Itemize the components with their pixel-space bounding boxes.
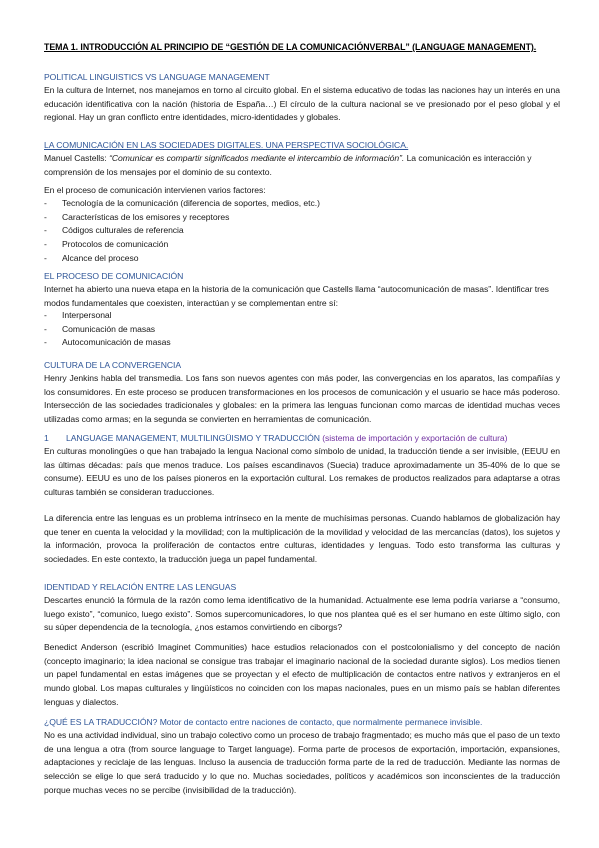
castells-text: La comunicación es interacción y comprensión de los mensajes por el dominio de su contexto. — [44, 153, 532, 177]
heading-digital-societies — [44, 139, 560, 153]
heading-communication-process: EL PROCESO DE COMUNICACIÓN — [44, 271, 184, 281]
modes-list — [44, 309, 560, 350]
paragraph-globalization: La diferencia entre las lenguas es un problema intrínseco en la mente de muchísimas personas. Cuando hablamos de globalización hay que tener en cuenta la velocidad y la movilidad; con la multiplicación de la movilidad y velocidad de las mercancías (datos), los sujetos y la información, provoca la proliferación de contactos entre culturas, identidades y lenguas. Todo esto transforma las culturas y sociedades. En este contexto, la traducción juega un papel fundamental. — [44, 513, 560, 565]
paragraph-mass-self-communication: Internet ha abierto una nueva etapa en la historia de la comunicación que Castells llama “autocomunicación de masas”. Identificar tres modos fundamentales que coexisten, interactúan y se complementan entre sí: — [44, 284, 549, 308]
heading-what-is-translation: ¿QUÉ ES LA TRADUCCIÓN? Motor de contacto entre naciones de contacto, que normalmente permanece invisible. — [44, 717, 483, 727]
paragraph-monolingual-cultures: En culturas monolingües o que han trabajado la lengua Nacional como símbolo de unidad, la traducción tiende a ser invisible, (EEUU en las últimas décadas: país que menos traduce. Los países escandinavos (Suecia) traduce aproximadamente un 35-40% de lo que se consume). EEUU es uno de los países pioneros en la exportación cultural. Los remakes de productos realizados para adaptarse a otras culturas también se consideran traducciones. — [44, 446, 560, 498]
section-number: 1 — [44, 433, 49, 443]
list-item: - Comunicación de masas — [44, 323, 560, 337]
heading-convergence-culture: CULTURA DE LA CONVERGENCIA — [44, 360, 182, 370]
list-item: - Autocomunicación de masas — [44, 336, 560, 350]
paragraph-castells — [44, 152, 560, 179]
factors-list — [44, 197, 560, 266]
heading-identity-languages: IDENTIDAD Y RELACIÓN ENTRE LAS LENGUAS — [44, 582, 237, 592]
list-item: - Códigos culturales de referencia — [44, 224, 560, 238]
list-item: - Interpersonal — [44, 309, 560, 323]
paragraph-anderson: Benedict Anderson (escribió Imaginet Communities) hace estudios relacionados con el postcolonialismo y del concepto de nación (concepto imaginario; la idea nacional se consigue tras trabajar el imaginario nacional de la sociedad durante siglos). Los medios tienen un papel fundamental en estas imágenes que se proyectan y el efecto de multiplicación de contactos entre nativos y extranjeros en el mundo global. Los mapas culturales y lingüísticos no coinciden con los mapas nacionales, pues en un mismo país se hablan diferentes lenguas y dialectos. — [44, 642, 560, 707]
heading-language-management — [44, 432, 560, 446]
paragraph-descartes: Descartes enunció la fórmula de la razón como lema identificativo de la humanidad. Actualmente ese lema podría variarse a “consumo, luego existo”, “comunico, luego existo”. Somos supercomunicadores, lo que nos plantea qué es el ser humano en este último siglo, con su súper dependencia de la tecnología, ¿nos estamos convirtiendo en ciborgs? — [44, 595, 560, 633]
heading-language-management-text: LANGUAGE MANAGEMENT, MULTILINGÜISMO Y TRADUCCIÓN — [66, 433, 320, 443]
list-item: - Protocolos de comunicación — [44, 238, 560, 252]
list-item: - Características de los emisores y receptores — [44, 211, 560, 225]
paragraph-factors-intro: En el proceso de comunicación intervienen varios factores: — [44, 185, 266, 195]
heading-digital-societies-text: LA COMUNICACIÓN EN LAS SOCIEDADES DIGITALES. UNA PERSPECTIVA SOCIOLÓGICA. — [44, 140, 409, 150]
list-item: - Alcance del proceso — [44, 252, 560, 266]
castells-quote: “Comunicar es compartir significados mediante el intercambio de información”. — [109, 153, 405, 163]
paragraph-internet-culture: En la cultura de Internet, nos manejamos en torno al circuito global. En el sistema educativo de todas las naciones hay un interés en una educación identificativa con la nación (historia de España…) El círculo de la cultura nacional se ve presionado por el peso global y el regional. Hay un gran conflicto entre identidades, micro-identidades y globales. — [44, 85, 560, 123]
paragraph-jenkins: Henry Jenkins habla del transmedia. Los fans son nuevos agentes con más poder, las convergencias en los aparatos, las compañías y los consumidores. En este proceso se producen transformaciones en los procesos de comunicación y el usuario se hace más poderoso. Intersección de las sociedades tradicionales y globales: en la primera las lenguas funcionan como marcas de identidad muchas veces utilizadas como armas; en la segunda se convierten en herramientas de comunicación. — [44, 373, 560, 425]
heading-political-linguistics: POLITICAL LINGUISTICS VS LANGUAGE MANAGEMENT — [44, 72, 270, 82]
castells-author: Manuel Castells: — [44, 153, 110, 163]
heading-language-management-subtitle: (sistema de importación y exportación de cultura) — [319, 433, 508, 443]
list-item: - Tecnología de la comunicación (diferencia de soportes, medios, etc.) — [44, 197, 560, 211]
paragraph-translation: No es una actividad individual, sino un trabajo colectivo como un proceso de trabajo fragmentado; es mucho más que el paso de un texto de una lengua a otra (from source language to Target language). Forma parte de procesos de exportación, importación, expansiones, adaptaciones y reciclaje de las lenguas. Incluso la ausencia de traducción forma parte de la red de traducción. Mediante las normas de selección se elige lo que será traducido y lo que no. Muchas sociedades, políticos y académicos son inconscientes de la traducción porque muchas veces no se percibe (invisibilidad de la traducción). — [44, 730, 560, 795]
page-title: TEMA 1. INTRODUCCIÓN AL PRINCIPIO DE “GESTIÓN DE LA COMUNICACIÓNVERBAL” (LANGUAGE MANAGEMENT). — [44, 42, 537, 52]
